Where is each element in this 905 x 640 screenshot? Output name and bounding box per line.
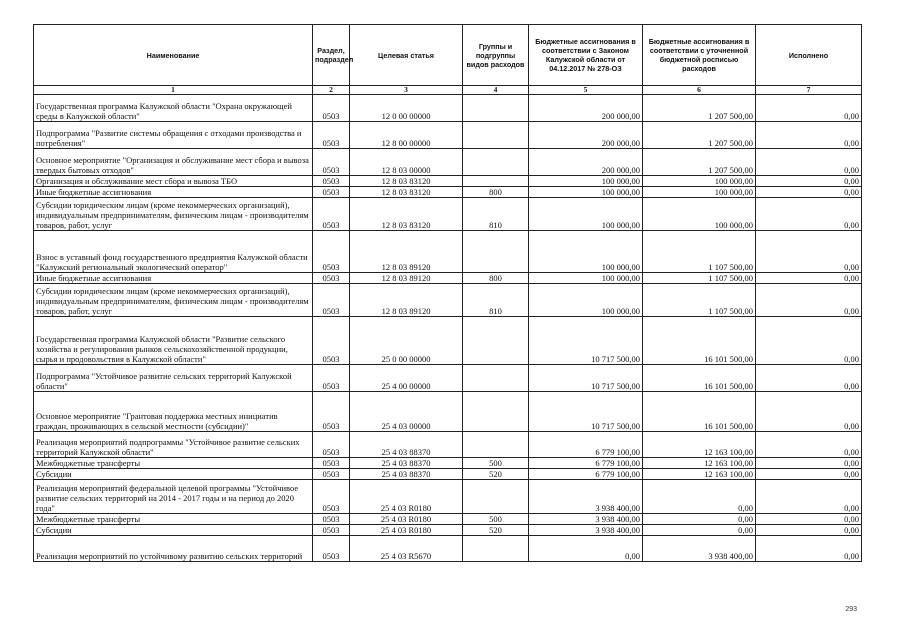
header-executed: Исполнено (756, 25, 862, 86)
row-executed-amount: 0,00 (756, 480, 862, 514)
row-group (463, 95, 529, 122)
row-section: 0503 (313, 365, 350, 392)
row-group (463, 149, 529, 176)
row-law-amount: 100 000,00 (529, 231, 643, 273)
row-updated-amount: 16 101 500,00 (643, 317, 756, 365)
row-updated-amount: 12 163 100,00 (643, 458, 756, 469)
table-row (34, 458, 862, 469)
row-executed-amount: 0,00 (756, 525, 862, 536)
row-executed-amount: 0,00 (756, 536, 862, 562)
table-row (34, 198, 862, 231)
row-executed-amount: 0,00 (756, 365, 862, 392)
row-target: 12 8 03 83120 (350, 176, 463, 187)
row-updated-amount: 16 101 500,00 (643, 392, 756, 432)
row-target: 12 8 00 00000 (350, 122, 463, 149)
row-law-amount: 6 779 100,00 (529, 432, 643, 458)
row-executed-amount: 0,00 (756, 432, 862, 458)
row-executed-amount: 0,00 (756, 231, 862, 273)
row-section: 0503 (313, 514, 350, 525)
row-name: Межбюджетные трансферты (34, 458, 313, 469)
row-name: Государственная программа Калужской области "Развитие сельского хозяйства и регулирования рынков сельскохозяйственной продукции, сырья и продовольствия в Калужской области" (34, 317, 313, 365)
row-section: 0503 (313, 122, 350, 149)
row-group: 500 (463, 458, 529, 469)
row-target: 25 4 03 88370 (350, 469, 463, 480)
row-name: Иные бюджетные ассигнования (34, 187, 313, 198)
row-executed-amount: 0,00 (756, 514, 862, 525)
row-group (463, 122, 529, 149)
row-executed-amount: 0,00 (756, 187, 862, 198)
row-name: Подпрограмма "Устойчивое развитие сельских территорий Калужской области" (34, 365, 313, 392)
row-group (463, 365, 529, 392)
row-law-amount: 0,00 (529, 536, 643, 562)
table-row (34, 176, 862, 187)
table-row (34, 365, 862, 392)
row-target: 25 4 03 88370 (350, 432, 463, 458)
row-name: Реализация мероприятий федеральной целевой программы "Устойчивое развитие сельских территорий на 2014 - 2017 годы и на период до 2020 года" (34, 480, 313, 514)
row-executed-amount: 0,00 (756, 198, 862, 231)
row-name: Реализация мероприятий подпрограммы "Устойчивое развитие сельских территорий Калужской области" (34, 432, 313, 458)
row-group (463, 536, 529, 562)
row-updated-amount: 0,00 (643, 480, 756, 514)
row-group: 800 (463, 187, 529, 198)
row-law-amount: 10 717 500,00 (529, 392, 643, 432)
table-row (34, 469, 862, 480)
row-law-amount: 200 000,00 (529, 122, 643, 149)
row-updated-amount: 0,00 (643, 514, 756, 525)
row-executed-amount: 0,00 (756, 458, 862, 469)
row-target: 25 4 03 R0180 (350, 525, 463, 536)
table-row (34, 95, 862, 122)
row-target: 12 0 00 00000 (350, 95, 463, 122)
row-name: Государственная программа Калужской области "Охрана окружающей среды в Калужской области" (34, 95, 313, 122)
row-section: 0503 (313, 231, 350, 273)
row-group (463, 231, 529, 273)
row-target: 12 8 03 89120 (350, 273, 463, 284)
row-updated-amount: 1 107 500,00 (643, 284, 756, 317)
table-row (34, 122, 862, 149)
row-executed-amount: 0,00 (756, 95, 862, 122)
row-group: 520 (463, 469, 529, 480)
row-target: 25 4 03 R0180 (350, 480, 463, 514)
col-number: 7 (756, 86, 862, 95)
row-law-amount: 6 779 100,00 (529, 458, 643, 469)
row-name: Субсидии (34, 469, 313, 480)
row-updated-amount: 100 000,00 (643, 176, 756, 187)
row-target: 12 8 03 00000 (350, 149, 463, 176)
row-group: 800 (463, 273, 529, 284)
row-section: 0503 (313, 317, 350, 365)
row-executed-amount: 0,00 (756, 149, 862, 176)
row-law-amount: 3 938 400,00 (529, 514, 643, 525)
col-number: 4 (463, 86, 529, 95)
table-row (34, 187, 862, 198)
table-row (34, 392, 862, 432)
row-updated-amount: 100 000,00 (643, 187, 756, 198)
row-name: Реализация мероприятий по устойчивому развитию сельских территорий (34, 536, 313, 562)
row-group: 810 (463, 284, 529, 317)
row-law-amount: 100 000,00 (529, 273, 643, 284)
table-header-row (34, 25, 862, 86)
row-law-amount: 100 000,00 (529, 198, 643, 231)
row-law-amount: 3 938 400,00 (529, 480, 643, 514)
row-group: 810 (463, 198, 529, 231)
row-law-amount: 6 779 100,00 (529, 469, 643, 480)
table-row (34, 536, 862, 562)
row-executed-amount: 0,00 (756, 284, 862, 317)
table-row (34, 514, 862, 525)
header-law: Бюджетные ассигнования в соответствии с Законом Калужской области от 04.12.2017 № 278-ОЗ (529, 25, 643, 86)
row-target: 25 4 03 R5670 (350, 536, 463, 562)
budget-table (33, 24, 862, 562)
row-section: 0503 (313, 284, 350, 317)
row-name: Взнос в уставный фонд государственного предприятия Калужской области "Калужский региональный экологический оператор" (34, 231, 313, 273)
row-name: Основное мероприятие "Грантовая поддержка местных инициатив граждан, проживающих в сельской местности (субсидии)" (34, 392, 313, 432)
row-target: 25 4 03 88370 (350, 458, 463, 469)
row-group (463, 392, 529, 432)
table-row (34, 284, 862, 317)
page-number: 293 (845, 606, 857, 613)
table-body (34, 95, 862, 562)
row-target: 25 0 00 00000 (350, 317, 463, 365)
row-name: Субсидии (34, 525, 313, 536)
row-target: 12 8 03 83120 (350, 187, 463, 198)
row-name: Организация и обслуживание мест сбора и вывоза ТБО (34, 176, 313, 187)
row-section: 0503 (313, 149, 350, 176)
row-law-amount: 200 000,00 (529, 95, 643, 122)
row-name: Субсидии юридическим лицам (кроме некоммерческих организаций), индивидуальным предпринимателям, физическим лицам - производителям товаров, работ, услуг (34, 284, 313, 317)
row-section: 0503 (313, 273, 350, 284)
row-target: 25 4 03 R0180 (350, 514, 463, 525)
row-group (463, 432, 529, 458)
row-target: 12 8 03 89120 (350, 284, 463, 317)
row-group (463, 176, 529, 187)
header-updated: Бюджетные ассигнования в соответствии с уточненной бюджетной росписью расходов (643, 25, 756, 86)
table-row (34, 317, 862, 365)
row-updated-amount: 1 207 500,00 (643, 122, 756, 149)
header-section: Раздел, подраздел (313, 25, 350, 86)
row-updated-amount: 1 207 500,00 (643, 149, 756, 176)
col-number: 1 (34, 86, 313, 95)
row-law-amount: 3 938 400,00 (529, 525, 643, 536)
row-executed-amount: 0,00 (756, 469, 862, 480)
row-group (463, 317, 529, 365)
row-executed-amount: 0,00 (756, 317, 862, 365)
row-executed-amount: 0,00 (756, 122, 862, 149)
row-updated-amount: 3 938 400,00 (643, 536, 756, 562)
row-law-amount: 10 717 500,00 (529, 365, 643, 392)
row-section: 0503 (313, 469, 350, 480)
row-law-amount: 10 717 500,00 (529, 317, 643, 365)
row-updated-amount: 1 107 500,00 (643, 231, 756, 273)
row-updated-amount: 12 163 100,00 (643, 469, 756, 480)
row-group: 500 (463, 514, 529, 525)
row-updated-amount: 12 163 100,00 (643, 432, 756, 458)
col-number: 3 (350, 86, 463, 95)
row-section: 0503 (313, 176, 350, 187)
row-law-amount: 100 000,00 (529, 187, 643, 198)
row-updated-amount: 16 101 500,00 (643, 365, 756, 392)
row-name: Подпрограмма "Развитие системы обращения с отходами производства и потребления" (34, 122, 313, 149)
row-executed-amount: 0,00 (756, 392, 862, 432)
row-section: 0503 (313, 392, 350, 432)
row-target: 12 8 03 83120 (350, 198, 463, 231)
row-section: 0503 (313, 525, 350, 536)
row-name: Основное мероприятие "Организация и обслуживание мест сбора и вывоза твердых бытовых отходов" (34, 149, 313, 176)
row-section: 0503 (313, 95, 350, 122)
table-row (34, 149, 862, 176)
row-name: Субсидии юридическим лицам (кроме некоммерческих организаций), индивидуальным предпринимателям, физическим лицам - производителям товаров, работ, услуг (34, 198, 313, 231)
row-section: 0503 (313, 458, 350, 469)
table-row (34, 432, 862, 458)
row-target: 12 8 03 89120 (350, 231, 463, 273)
table-row (34, 273, 862, 284)
header-target: Целевая статья (350, 25, 463, 86)
table-row (34, 480, 862, 514)
row-section: 0503 (313, 536, 350, 562)
row-law-amount: 200 000,00 (529, 149, 643, 176)
table-row (34, 525, 862, 536)
col-number: 5 (529, 86, 643, 95)
row-updated-amount: 1 207 500,00 (643, 95, 756, 122)
row-group: 520 (463, 525, 529, 536)
row-updated-amount: 100 000,00 (643, 198, 756, 231)
column-number-row (34, 86, 862, 95)
header-groups: Группы и подгруппы видов расходов (463, 25, 529, 86)
row-name: Межбюджетные трансферты (34, 514, 313, 525)
row-section: 0503 (313, 480, 350, 514)
row-executed-amount: 0,00 (756, 273, 862, 284)
row-executed-amount: 0,00 (756, 176, 862, 187)
row-group (463, 480, 529, 514)
row-law-amount: 100 000,00 (529, 176, 643, 187)
col-number: 6 (643, 86, 756, 95)
row-updated-amount: 1 107 500,00 (643, 273, 756, 284)
row-section: 0503 (313, 432, 350, 458)
row-target: 25 4 03 00000 (350, 392, 463, 432)
row-updated-amount: 0,00 (643, 525, 756, 536)
row-name: Иные бюджетные ассигнования (34, 273, 313, 284)
row-law-amount: 100 000,00 (529, 284, 643, 317)
row-section: 0503 (313, 198, 350, 231)
table-row (34, 231, 862, 273)
col-number: 2 (313, 86, 350, 95)
header-name: Наименование (34, 25, 313, 86)
row-target: 25 4 00 00000 (350, 365, 463, 392)
row-section: 0503 (313, 187, 350, 198)
